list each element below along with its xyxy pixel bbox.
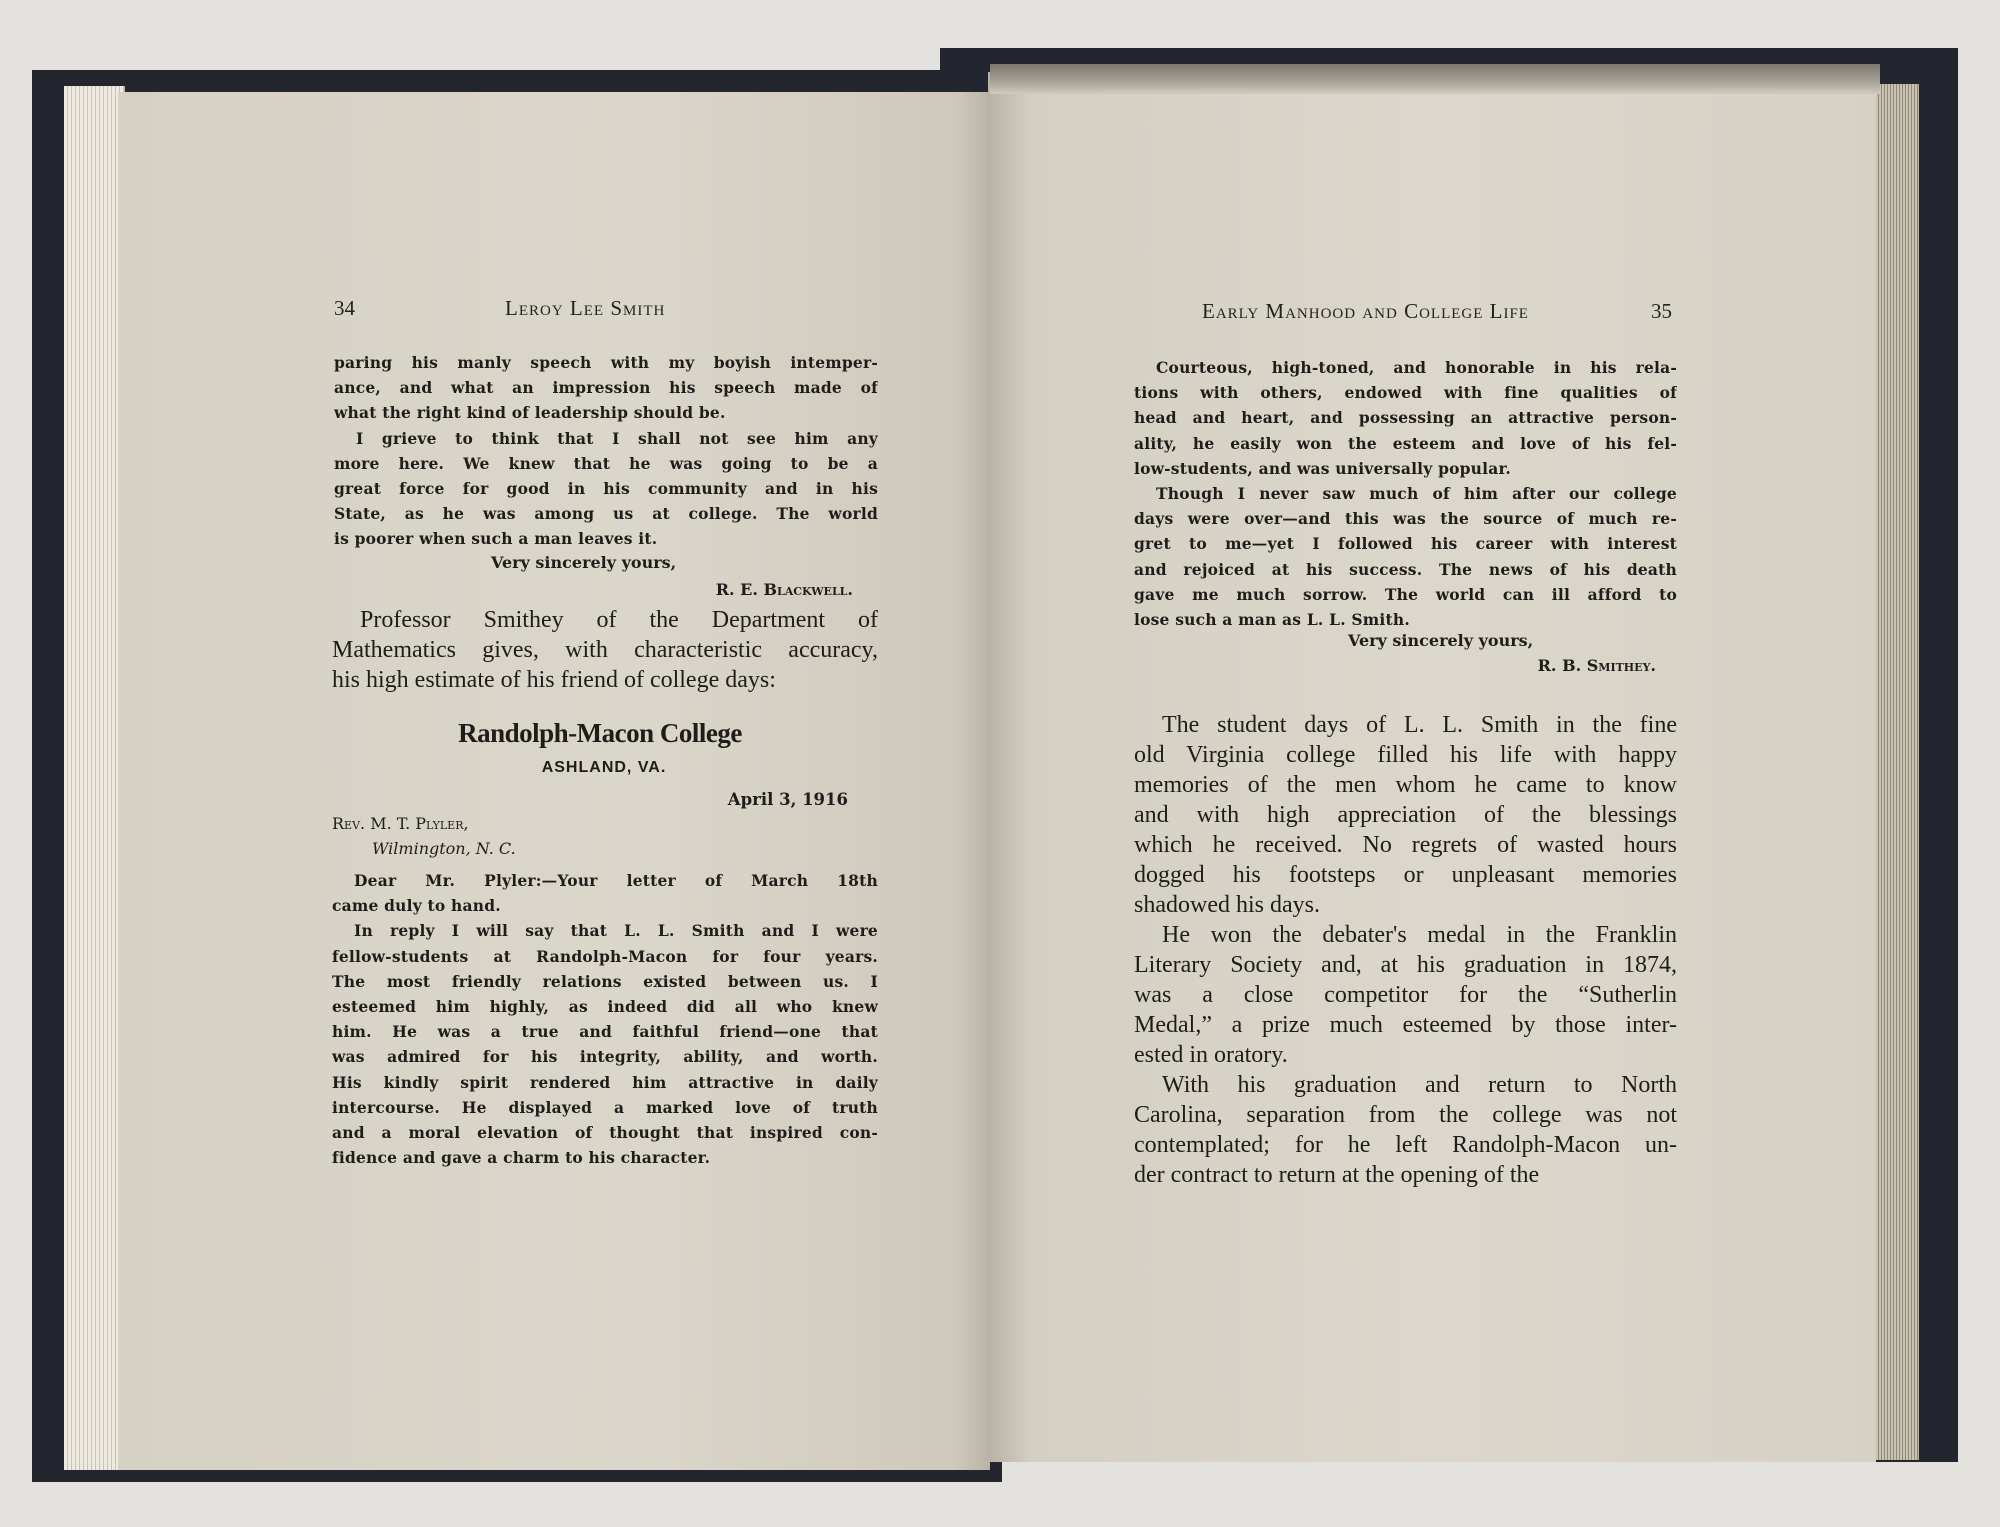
page-edges-right — [1870, 84, 1919, 1460]
text-line: ality, he easily won the esteem and love of his fel- — [1134, 433, 1677, 453]
text-line: days were over—and this was the source of much re- — [1134, 509, 1677, 529]
text-line: great force for good in his community and in his — [334, 478, 878, 498]
text-line: The most friendly relations existed between us. I — [332, 971, 878, 991]
text-line: I grieve to think that I shall not see him any — [356, 428, 878, 448]
text-line: ested in oratory. — [1134, 1042, 1288, 1068]
text-line: State, as he was among us at college. The world — [334, 504, 878, 524]
letter1-body — [334, 350, 878, 552]
text-line: ance, and what an impression his speech made of — [334, 378, 878, 398]
text-line: was admired for his integrity, ability, and worth. — [332, 1047, 878, 1067]
text-line: der contract to return at the opening of the — [1134, 1162, 1540, 1188]
letter2-addressee: Rev. M. T. Plyler, — [332, 814, 469, 833]
letter1-closing: Very sincerely yours, — [491, 553, 677, 572]
text-line: low-students, and was universally popular. — [1134, 458, 1512, 478]
text-line: Mathematics gives, with characteristic accuracy, — [332, 637, 878, 663]
letter2-continued — [1134, 355, 1677, 632]
text-line: fellow-students at Randolph-Macon for four years. — [332, 946, 878, 966]
text-line: what the right kind of leadership should be. — [334, 403, 726, 423]
text-line: contemplated; for he left Randolph-Macon un- — [1134, 1132, 1677, 1158]
letter2-address: Wilmington, N. C. — [372, 839, 516, 858]
text-line: him. He was a true and faithful friend—one that — [332, 1022, 878, 1042]
text-line: Though I never saw much of him after our college — [1156, 483, 1677, 503]
text-line: dogged his footsteps or unpleasant memories — [1134, 862, 1677, 888]
text-line: He won the debater's medal in the Franklin — [1162, 922, 1677, 948]
letter2-body — [332, 868, 878, 1170]
text-line: The student days of L. L. Smith in the fine — [1162, 712, 1677, 738]
top-page-block — [990, 64, 1880, 94]
letter1-signature: R. E. Blackwell. — [715, 580, 853, 599]
text-line: was a close competitor for the “Sutherlin — [1134, 982, 1677, 1008]
text-line: fidence and gave a charm to his character. — [332, 1148, 711, 1168]
text-line: and a moral elevation of thought that inspired con- — [332, 1122, 878, 1142]
letterhead-name: Randolph-Macon College — [458, 718, 742, 748]
narrative-body — [1134, 710, 1677, 1190]
text-line: Medal,” a prize much esteemed by those inter- — [1134, 1012, 1677, 1038]
letter2-signature: R. B. Smithey. — [1537, 656, 1656, 675]
text-line: intercourse. He displayed a marked love of truth — [332, 1097, 878, 1117]
text-line: came duly to hand. — [332, 896, 501, 916]
page-number-left: 34 — [334, 296, 355, 320]
text-line: Professor Smithey of the Department of — [360, 607, 878, 633]
intro-paragraph — [332, 605, 878, 695]
text-line: head and heart, and possessing an attractive person- — [1134, 408, 1677, 428]
text-line: In reply I will say that L. L. Smith and I were — [354, 921, 878, 941]
text-line: esteemed him highly, as indeed did all who knew — [332, 996, 878, 1016]
letter2-date: April 3, 1916 — [727, 790, 848, 809]
text-line: which he received. No regrets of wasted hours — [1134, 832, 1677, 858]
text-line: lose such a man as L. L. Smith. — [1134, 609, 1410, 629]
letter2-closing: Very sincerely yours, — [1348, 631, 1534, 650]
letterhead-place: ASHLAND, VA. — [541, 759, 667, 776]
text-line: gave me much sorrow. The world can ill afford to — [1134, 584, 1677, 604]
text-line: memories of the men whom he came to know — [1134, 772, 1677, 798]
text-line: and rejoiced at his success. The news of his death — [1134, 559, 1677, 579]
text-line: Literary Society and, at his graduation in 1874, — [1134, 952, 1677, 978]
text-line: His kindly spirit rendered him attractive in daily — [332, 1072, 878, 1092]
text-line: Carolina, separation from the college was not — [1134, 1102, 1677, 1128]
text-line: old Virginia college filled his life with happy — [1134, 742, 1677, 768]
page-number-right: 35 — [1651, 299, 1672, 323]
text-line: more here. We knew that he was going to be a — [334, 453, 878, 473]
text-line: Dear Mr. Plyler:—Your letter of March 18th — [354, 871, 878, 890]
text-line: paring his manly speech with my boyish intemper- — [334, 353, 878, 372]
page-edges-left — [64, 86, 125, 1470]
text-line: With his graduation and return to North — [1162, 1072, 1677, 1098]
text-line: his high estimate of his friend of college days: — [332, 667, 776, 693]
running-head-left: Leroy Lee Smith — [505, 296, 666, 320]
text-line: shadowed his days. — [1134, 892, 1320, 918]
running-head-right: Early Manhood and College Life — [1202, 299, 1529, 323]
text-line: tions with others, endowed with fine qualities of — [1134, 383, 1677, 403]
text-line: and with high appreciation of the blessings — [1134, 802, 1677, 828]
text-line: is poorer when such a man leaves it. — [334, 529, 658, 549]
text-line: Courteous, high-toned, and honorable in his rela- — [1156, 358, 1677, 377]
text-line: gret to me—yet I followed his career with interest — [1134, 534, 1677, 554]
